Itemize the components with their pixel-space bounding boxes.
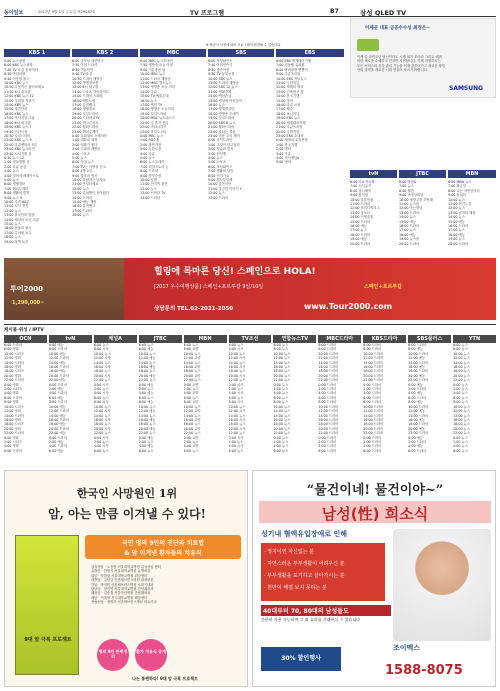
iptv-col-head: tvN: [49, 335, 92, 343]
cable-head-mbn: MBN: [448, 170, 496, 178]
iptv-col-head: SBS플러스: [408, 335, 451, 343]
book-badge-1: 명의 9인 완벽정리: [97, 639, 129, 671]
health-headline-bar: [259, 501, 491, 523]
book-doctor-list: 갑상선암 · 노동영 서울대학교병원 갑상선암 센터 유방암 · 한원식 서울대학교병원 유방외과 위암 · 양한광 서울대학교병원 위암센터 대장암 · 김남규 신촌세브란스병원 대장항문 간암 · 박정원 신촌세브란스병원 소화기내과 담낭암 · 장진영 서울대학교병원 간담췌외과 췌장암 · 김송철 서울아산병원 간담췌외과 폐암 · 이계영 건국대학교병원 폐암센터 전립선암 · 정병하 신촌세브란스병원 비뇨기과: [91, 565, 161, 605]
book-sub2: & 암 이겨낸 환자들의 치유식: [124, 550, 202, 557]
travel-url: www.Tour2000.com: [304, 302, 393, 311]
book-badge-2: 환자 치유식 공개: [135, 639, 167, 671]
iptv-col: [4, 335, 47, 465]
iptv-col-head: TV조선: [229, 335, 272, 343]
book-sub-box: [85, 535, 241, 559]
health-result-line: 간편히 사용 가능하며 그 외 효과를 기대하실 수 있습니다: [261, 617, 361, 622]
travel-detail: [2017 우수여행상품] 스페인+포르투갈 9일/10일: [154, 284, 264, 290]
samsung-ad-headline: 이제곧 대표 금융수수성 최정은~: [365, 26, 430, 31]
cable-list-jtbc: 6:00 아침& 7:00 뉴스 8:00 썰전 9:00 비정상회담 10:00 냉장고를 부탁해 11:00 뉴스룸 12:00 아는형님 13:00 드라마 14:00 뉴스 15:00 예능 16:00 드라마 17:00 뉴스 18:00 예능 19:00 뉴스룸 20:00 드라마: [399, 180, 433, 246]
iptv-col-list: 6:00 드라마 8:00 예능 10:00 드라마 12:00 예능 14:00 드라마 16:00 예능 18:00 드라마 20:00 예능 22:00 드라마 0:00 예능 2:00 드라마 4:00 예능 6:00 드라마 8:00 예능 10:00 드라마 12:00 예능 14:00 드라마 16:00 예능 18:00 드라마 20:00 예능 22:00 드라마 0:00 예능 2:00 드라마 4:00 예능 6:00 드라마: [408, 343, 429, 453]
iptv-section: [4, 324, 496, 464]
iptv-col: [49, 335, 92, 465]
iptv-col-head: 채널A: [94, 335, 137, 343]
health-badge: 30% 할인행사: [261, 647, 341, 671]
channel-head-ebs: EBS: [276, 49, 344, 57]
iptv-col: [94, 335, 137, 465]
iptv-col-list: 6:00 뉴스 8:00 뉴스 10:00 뉴스 12:00 뉴스 14:00 뉴스 16:00 뉴스 18:00 뉴스 20:00 뉴스 22:00 뉴스 0:00 뉴스 2:00 뉴스 4:00 뉴스 6:00 뉴스 8:00 뉴스 10:00 뉴스 12:00 뉴스 14:00 뉴스 16:00 뉴스 18:00 뉴스 20:00 뉴스 22:00 뉴스 0:00 뉴스 2:00 뉴스 4:00 뉴스 6:00 뉴스: [453, 343, 470, 453]
health-phone: 1588-8075: [385, 663, 463, 678]
travel-tour-name: 스페인+포르투갈: [364, 284, 403, 290]
iptv-col-list: 6:00 뉴스 8:00 시사 10:00 뉴스 12:00 시사 14:00 뉴스 16:00 시사 18:00 뉴스 20:00 시사 22:00 뉴스 0:00 시사 2:00 뉴스 4:00 시사 6:00 뉴스 8:00 시사 10:00 뉴스 12:00 시사 14:00 뉴스 16:00 시사 18:00 뉴스 20:00 시사 22:00 뉴스 0:00 시사 2:00 뉴스 4:00 시사 6:00 뉴스: [228, 343, 246, 453]
iptv-title: 케이블·위성 / IPTV: [4, 328, 44, 333]
samsung-ad: [350, 18, 496, 98]
iptv-col-list: 6:00 뉴스 8:00 시사 10:00 뉴스 12:00 시사 14:00 뉴스 16:00 시사 18:00 뉴스 20:00 시사 22:00 뉴스 0:00 시사 2:00 뉴스 4:00 시사 6:00 뉴스 8:00 시사 10:00 뉴스 12:00 시사 14:00 뉴스 16:00 시사 18:00 뉴스 20:00 시사 22:00 뉴스 0:00 시사 2:00 뉴스 4:00 시사 6:00 뉴스: [93, 343, 111, 453]
section-title: TV 프로그램: [190, 10, 225, 17]
travel-price: 1,290,000~: [12, 300, 45, 306]
iptv-col: [408, 335, 451, 465]
health-product: 조이맥스: [393, 644, 421, 652]
program-list-mbc: 6:00 MBC 뉴스투데이 7:50 생방송 오늘 아침 9:00 기분좋은 날 10:00 MBC 뉴스 11:00 드라마 재방송 12:00 MBC 정오뉴스 13:00 생방송 오늘 저녁 14:00 다큐 15:00 TV 예술무대 16:00 뉴스 17:00 섹션 TV 18:00 생방송 오늘저녁 19:00 일일드라마 20:00 MBC 뉴스데스크 21:00 나 혼자 산다 22:00 미니시리즈 23:00 라디오스타 0:00 MBC 뉴스 1:00 PD수첩 2:00 복면가왕 3:00 무한도전 4:00 다큐 5:00 뉴스 6:00 뉴스투데이 7:00 리얼스토리 눈 8:00 드라마 9:00 음악중심 10:00 일밤 11:00 전지적 참견 12:00 뉴스 13:00 신비한 TV 14:00 드라마: [140, 59, 175, 200]
iptv-col-head: MBC드라마: [318, 335, 361, 343]
iptv-col-list: 6:00 뉴스 8:00 뉴스 10:00 뉴스 12:00 뉴스 14:00 뉴스 16:00 뉴스 18:00 뉴스 20:00 뉴스 22:00 뉴스 0:00 뉴스 2:00 뉴스 4:00 뉴스 6:00 뉴스 8:00 뉴스 10:00 뉴스 12:00 뉴스 14:00 뉴스 16:00 뉴스 18:00 뉴스 20:00 뉴스 22:00 뉴스 0:00 뉴스 2:00 뉴스 4:00 뉴스 6:00 뉴스: [273, 343, 291, 453]
health-man-photo: [393, 529, 491, 641]
samsung-ad-body: 이제 골 마이오던 당신이라도 시행 되기 모아라 그리고 배려 의한 새로운 수혜하고 건강만 지연합니다. 이제 지원하시는 모든 서비스의 건강 관리 기능을 이제 갖추어가고 새로운 방법 안의 절약을 새로운 시대 만들어 보시기 바랍니다.: [357, 55, 446, 73]
travel-ad: [4, 258, 496, 320]
book-sub1: 국민 명의 9인의 진단과 치료법: [121, 540, 205, 547]
health-quote: “물건이네! 물건이야~”: [306, 483, 444, 498]
iptv-col-head: OCN: [4, 335, 47, 343]
book-title: 9대 암 극복 프로젝트: [24, 637, 72, 643]
channel-head-sbs: SBS: [208, 49, 274, 57]
page-header: [4, 8, 496, 17]
cable-list-mbn: 6:00 MBN 뉴스 7:00 황금알 8:00 나는 자연인이다 9:00 동치미 10:00 뉴스 11:00 천기누설 12:00 뉴스 13:00 엄지의 제왕 14:00 뉴스 15:00 예능 16:00 드라마 17:00 뉴스 18:00 예능 19:00 뉴스 20:00 드라마: [448, 180, 480, 246]
iptv-col-head: JTBC: [139, 335, 182, 343]
health-bullet: · 자연스러운 부부생활이 어려우신 분: [264, 561, 345, 567]
health-sub: 성기내 혈액유입장애로 인해: [261, 530, 348, 538]
iptv-columns: [4, 335, 496, 465]
channel-head-mbc: MBC: [140, 49, 206, 57]
iptv-col: [184, 335, 227, 465]
program-list-sbs: 6:00 모닝와이드 7:40 아침연속극 8:30 좋은아침 9:30 TV 동물농장 10:00 SBS 뉴스 11:00 드라마 재방송 12:00 SBS 12 뉴스 13:00 생활경제 14:00 백년손님 15:00 세상에 이런일이 16:00 뉴스 17:00 영재발굴단 18:00 생방송 투데이 19:00 일일드라마 20:00 SBS 8 뉴스 21:00 월화드라마 22:00 불타는 청춘 23:00 미운 우리 새끼 0:00 나이트라인 1:00 그것이 알고싶다 2:00 정글의 법칙 3:00 런닝맨 4:00 뉴스 5:00 스포츠 6:00 모닝와이드 7:00 생활의 달인 8:00 인기가요 9:00 집사부일체 10:00 골목식당 11:00 궁금한 이야기 Y 12:00 뉴스 13:00 드라마: [208, 59, 242, 200]
channel-head-kbs2: KBS 2: [72, 49, 138, 57]
book-ad-headline1: 한국인 사망원인 1위: [76, 487, 178, 500]
health-ad: [252, 470, 496, 687]
ad-brand-header: 삼성 QLED TV: [360, 9, 407, 17]
iptv-col: [318, 335, 361, 465]
iptv-col-head: MBN: [184, 335, 227, 343]
book-ad-headline2: 암, 아는 만큼 이겨낼 수 있다!: [48, 507, 206, 521]
cable-head-jtbc: JTBC: [399, 170, 446, 178]
health-bullet: · 정지이면 자신없는 분: [264, 549, 314, 555]
program-list-kbs1: 5:00 뉴스광장 6:00 KBS 뉴스광장 7:40 TV 소설 꽃피어라 8:30 아침마당 9:40 이웃집 찰스 10:00 KBS 뉴스 10:50 무엇이든 물어보세요 11:50 6시 내고향 12:00 KBS 뉴스 12 13:00 우리말 겨루기 14:00 KBS 뉴스 15:00 명견만리 16:00 KBS 뉴스 17:00 역사저널 그날 18:00 6시 내고향 19:00 KBS 뉴스 7 19:40 인간극장 20:30 일일드라마 21:00 KBS 뉴스 9 22:00 다큐멘터리 3일 23:00 KBS 뉴스라인 23:40 시사기획 창 0:30 뉴스 12 1:00 영상앨범 산 2:00 다큐 공감 3:00 뉴스 4:00 걸어서 세계속으로 5:00 뉴스 6:00 생생정보 7:00 해피투게더 8:00 생활의 발견 9:00 뉴스 9 10:00 추적 60분 11:00 시사 직격 12:00 뉴스 13:00 한국인의 밥상 14:00 세상의 모든 다큐 15:00 뉴스 16:00 동물의 왕국 17:00 특파원 보고 18:00 뉴스 19:00 정책 토론: [4, 59, 45, 244]
iptv-col: [453, 335, 496, 465]
book-ad: [4, 470, 248, 687]
book-footer: 나는 통렌하다! 9대 암 극복 프로젝트: [132, 676, 198, 681]
travel-tagline: 힐링에 목마른 당신! 스페인으로 HOLA!: [154, 267, 316, 277]
cable-panel: [350, 170, 496, 254]
iptv-col-list: 6:00 드라마 8:00 영화 10:00 시리즈 12:00 영화 14:00 드라마 16:00 영화 18:00 시리즈 20:00 영화 22:00 드라마 0:00 영화 2:00 시리즈 4:00 영화 6:00 드라마 8:00 영화 10:00 시리즈 12:00 영화 14:00 드라마 16:00 영화 18:00 시리즈 20:00 영화 22:00 드라마 0:00 영화 2:00 시리즈 4:00 영화 6:00 드라마: [4, 343, 25, 453]
health-headline: 남성(性) 희소식: [321, 505, 429, 523]
iptv-col-list: 6:00 뉴스 8:00 예능 10:00 뉴스 12:00 예능 14:00 뉴스 16:00 예능 18:00 뉴스 20:00 예능 22:00 뉴스 0:00 예능 2:00 뉴스 4:00 예능 6:00 뉴스 8:00 예능 10:00 뉴스 12:00 예능 14:00 뉴스 16:00 예능 18:00 뉴스 20:00 예능 22:00 뉴스 0:00 예능 2:00 뉴스 4:00 예능 6:00 뉴스: [138, 343, 156, 453]
iptv-col-list: 6:00 뉴스 8:00 교양 10:00 뉴스 12:00 교양 14:00 뉴스 16:00 교양 18:00 뉴스 20:00 교양 22:00 뉴스 0:00 교양 2:00 뉴스 4:00 교양 6:00 뉴스 8:00 교양 10:00 뉴스 12:00 교양 14:00 뉴스 16:00 교양 18:00 뉴스 20:00 교양 22:00 뉴스 0:00 교양 2:00 뉴스 4:00 교양 6:00 뉴스: [183, 343, 201, 453]
cable-head-tvn: tvN: [350, 170, 397, 178]
health-bullet-box: [261, 543, 385, 601]
channel-head-kbs1: KBS 1: [4, 49, 70, 57]
health-bullet: · 원만이 해결 보지 못하는 분: [264, 585, 327, 591]
book-cover: [15, 535, 79, 675]
iptv-col: [363, 335, 406, 465]
program-note: ※ 방송사 사정에 따라 프로그램이 변경될 수 있습니다: [206, 43, 281, 47]
iptv-col-head: 연합뉴스TV: [273, 335, 316, 343]
iptv-col: [229, 335, 272, 465]
health-bullet: · 부부생활을 포기하고 살아가시는 분: [264, 573, 345, 579]
newspaper-name: 동아일보: [4, 10, 24, 16]
iptv-col-head: KBS드라마: [363, 335, 406, 343]
travel-phone: 상담문의 TEL.02-2021-2050: [154, 306, 234, 312]
iptv-col-list: 6:00 예능 8:00 드라마 10:00 예능 12:00 드라마 14:00 예능 16:00 드라마 18:00 예능 20:00 드라마 22:00 예능 0:00 드라마 2:00 예능 4:00 드라마 6:00 예능 8:00 드라마 10:00 예능 12:00 드라마 14:00 예능 16:00 드라마 18:00 예능 20:00 드라마 22:00 예능 0:00 드라마 2:00 예능 4:00 드라마 6:00 예능: [48, 343, 70, 453]
health-age-line: 40대부터 70, 80대의 남성들도: [261, 605, 391, 616]
iptv-col: [273, 335, 316, 465]
iptv-col-list: 6:00 드라마 8:00 드라마 10:00 드라마 12:00 드라마 14:00 드라마 16:00 드라마 18:00 드라마 20:00 드라마 22:00 드라마 0:00 드라마 2:00 드라마 4:00 드라마 6:00 드라마 8:00 드라마 10:00 드라마 12:00 드라마 14:00 드라마 16:00 드라마 18:00 드라마 20:00 드라마 22:00 드라마 0:00 드라마 2:00 드라마 4:00 드라마 6:00 드라마: [363, 343, 384, 453]
iptv-col-head: YTN: [453, 335, 496, 343]
iptv-col-list: 6:00 드라마 8:00 드라마 10:00 드라마 12:00 드라마 14:00 드라마 16:00 드라마 18:00 드라마 20:00 드라마 22:00 드라마 0:00 드라마 2:00 드라마 4:00 드라마 6:00 드라마 8:00 드라마 10:00 드라마 12:00 드라마 14:00 드라마 16:00 드라마 18:00 드라마 20:00 드라마 22:00 드라마 0:00 드라마 2:00 드라마 4:00 드라마 6:00 드라마: [318, 343, 339, 453]
iptv-col: [139, 335, 182, 465]
samsung-logo-text: SAMSUNG: [449, 85, 484, 92]
travel-brand: 투어2000: [10, 285, 44, 293]
schedule-grid: [4, 49, 344, 254]
program-list-kbs2: 6:00 굿모닝 대한민국 7:50 아침 드라마 8:30 여유만만 9:40 TV 소설 10:30 드라마 재방송 12:00 생생정보통 13:00 6시 내고향 14:00 스포츠 하이라이트 15:00 드라마 스페셜 16:00 배틀트립 17:00 뮤직뱅크 18:00 생생정보 19:00 일일드라마 20:00 드라마 2TV 21:00 개그콘서트 22:00 월화드라마 23:00 해피투게더 0:00 유희열의 스케치북 1:00 대화의 희열 2:00 영화가 좋다 3:00 드라마 재방송 4:00 스포츠 5:00 뉴스 6:00 아침 뉴스 7:00 TV는 사랑을 싣고 8:00 1박 2일 9:00 불후의 명곡 10:00 살림하는 남자들 11:00 안녕하세요 12:00 뉴스 13:00 슈퍼맨이 돌아왔다 14:00 드라마 15:00 예능 재방 16:00 뮤직뱅크 17:00 드라마 18:00 뉴스: [72, 59, 110, 218]
program-list-ebs: 6:00 EBS 세계테마기행 7:00 딩동댕 유치원 8:00 방귀대장 뿡뿡이 9:00 다큐프라임 10:00 EBS 저녁뉴스 11:00 극한직업 12:00 세계의 명의 13:00 건축탐구 집 14:00 한국기행 15:00 명의 16:00 다큐 시선 17:00 펭수 18:00 보니하니 19:00 EBS 뉴스 20:00 세계테마기행 21:00 다큐프라임 22:00 극한직업 23:00 EBS 초대석 0:00 세계의 교육현장 1:00 한국기행 2:00 명의 3:00 다큐 4:00 지식채널e 5:00 영어: [276, 59, 311, 165]
samsung-ad-logo: [357, 39, 379, 51]
cable-list-tvn: 6:00 수요미식회 7:00 신서유기 8:00 삼시세끼 9:00 윤식당 10:00 알쓸신잡 11:00 드라마 12:00 코미디빅리그 13:00 꽃보다 14:00 인생술집 15:00 드라마 16:00 예능 17:00 뉴스 18:00 드라마 19:00 예능 20:00 드라마: [350, 180, 380, 246]
issue-date: 2017년 9월 1일 금요일 제29087호: [38, 10, 96, 14]
page-number: B7: [330, 8, 339, 15]
